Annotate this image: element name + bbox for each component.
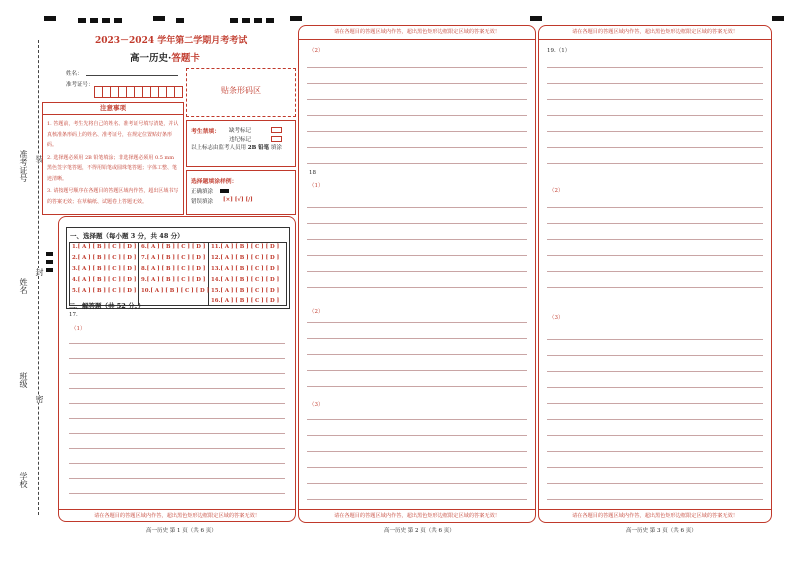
alignment-mark bbox=[266, 18, 274, 23]
alignment-mark bbox=[290, 16, 302, 21]
answer-panel-page1 bbox=[58, 216, 296, 522]
answer-line[interactable] bbox=[547, 339, 763, 340]
panel-warning: 请在各题目的答题区域内作答，超出黑色矩形边框限定区域的答案无效！ bbox=[539, 509, 771, 523]
answer-line[interactable] bbox=[307, 131, 527, 132]
choice-item[interactable]: 15.[ A ] [ B ] [ C ] [ D ] bbox=[211, 288, 280, 294]
status-box bbox=[186, 120, 296, 167]
answer-line[interactable] bbox=[547, 467, 763, 468]
choice-item[interactable]: 14.[ A ] [ B ] [ C ] [ D ] bbox=[211, 277, 280, 283]
alignment-mark bbox=[254, 18, 262, 23]
answer-line[interactable] bbox=[547, 83, 763, 84]
answer-line[interactable] bbox=[307, 322, 527, 323]
card-subtitle bbox=[130, 50, 200, 64]
choice-section bbox=[66, 227, 290, 309]
sample-wrong-label: 错误填涂 bbox=[191, 199, 214, 205]
subtitle-subject: 高一历史· bbox=[130, 53, 172, 64]
q19-part3-label: （3） bbox=[549, 315, 564, 321]
answer-line[interactable] bbox=[307, 435, 527, 436]
q18-label: 18 bbox=[309, 170, 316, 176]
alignment-mark bbox=[242, 18, 250, 23]
section1-title: 一、选择题（每小题 3 分，共 48 分） bbox=[70, 232, 184, 240]
notice-box bbox=[42, 102, 184, 215]
status-label: 考生禁填： bbox=[191, 129, 220, 135]
choice-item[interactable]: 11.[ A ] [ B ] [ C ] [ D ] bbox=[211, 244, 280, 250]
q17-part2-label: （2） bbox=[309, 48, 324, 54]
panel-warning: 请在各题目的答题区域内作答，超出黑色矩形边框限定区域的答案无效！ bbox=[539, 26, 771, 40]
seal-mark: 装 bbox=[35, 155, 44, 163]
answer-line[interactable] bbox=[547, 207, 763, 208]
answer-line[interactable] bbox=[307, 338, 527, 339]
notice-item: 1. 答题前，考生先将自己的姓名、准考证号填写清楚，并认真核准条形码上的姓名、准考证号，在规定位置贴好条形码。 bbox=[47, 121, 179, 148]
sample-correct-fill bbox=[220, 189, 229, 193]
answer-line[interactable] bbox=[547, 271, 763, 272]
answer-line[interactable] bbox=[547, 403, 763, 404]
answer-line[interactable] bbox=[307, 467, 527, 468]
choice-item[interactable]: 12.[ A ] [ B ] [ C ] [ D ] bbox=[211, 255, 280, 261]
answer-line[interactable] bbox=[547, 355, 763, 356]
panel-warning: 请在各题目的答题区域内作答，超出黑色矩形边框限定区域的答案无效！ bbox=[299, 26, 535, 40]
answer-line[interactable] bbox=[69, 403, 285, 404]
sample-correct-label: 正确填涂 bbox=[191, 189, 214, 195]
answer-line[interactable] bbox=[547, 499, 763, 500]
answer-line[interactable] bbox=[547, 131, 763, 132]
answer-line[interactable] bbox=[547, 255, 763, 256]
q19-part1-label: 19.（1） bbox=[547, 48, 571, 54]
id-boxes[interactable] bbox=[94, 86, 183, 98]
violation-mark-box[interactable] bbox=[271, 136, 282, 142]
subtitle-card: 答题卡 bbox=[171, 53, 200, 64]
choice-item[interactable]: 1.[ A ] [ B ] [ C ] [ D ] bbox=[72, 244, 137, 250]
answer-line[interactable] bbox=[547, 371, 763, 372]
answer-line[interactable] bbox=[547, 483, 763, 484]
answer-line[interactable] bbox=[307, 207, 527, 208]
alignment-mark bbox=[102, 18, 110, 23]
alignment-mark bbox=[153, 16, 165, 21]
answer-line[interactable] bbox=[69, 493, 285, 494]
answer-line[interactable] bbox=[307, 223, 527, 224]
answer-line[interactable] bbox=[307, 451, 527, 452]
footer-page3: 高一历史 第 3 页（共 6 页） bbox=[626, 528, 697, 534]
alignment-mark bbox=[90, 18, 98, 23]
answer-line[interactable] bbox=[547, 115, 763, 116]
sample-box bbox=[186, 170, 296, 215]
seal-mark: 封 bbox=[35, 268, 44, 276]
panel-warning: 请在各题目的答题区域内作答，超出黑色矩形边框限定区域的答案无效！ bbox=[59, 509, 295, 523]
choice-item[interactable]: 9.[ A ] [ B ] [ C ] [ D ] bbox=[141, 277, 206, 283]
q17-part1-label: （1） bbox=[71, 326, 86, 332]
q17-label: 17. bbox=[69, 312, 78, 318]
answer-line[interactable] bbox=[307, 483, 527, 484]
choice-item[interactable]: 3.[ A ] [ B ] [ C ] [ D ] bbox=[72, 266, 137, 272]
answer-line[interactable] bbox=[69, 418, 285, 419]
alignment-mark bbox=[78, 18, 86, 23]
choice-item[interactable]: 13.[ A ] [ B ] [ C ] [ D ] bbox=[211, 266, 280, 272]
alignment-mark bbox=[44, 16, 56, 21]
answer-line[interactable] bbox=[69, 433, 285, 434]
violation-mark-label: 违纪标记 bbox=[229, 137, 252, 143]
choice-item[interactable]: 2.[ A ] [ B ] [ C ] [ D ] bbox=[72, 255, 137, 261]
answer-line[interactable] bbox=[307, 67, 527, 68]
answer-line[interactable] bbox=[307, 370, 527, 371]
sample-title: 选择题填涂样例： bbox=[191, 179, 238, 185]
answer-line[interactable] bbox=[69, 388, 285, 389]
answer-line[interactable] bbox=[307, 419, 527, 420]
side-name-label: 姓名 bbox=[19, 278, 28, 294]
answer-line[interactable] bbox=[69, 448, 285, 449]
answer-line[interactable] bbox=[547, 387, 763, 388]
answer-line[interactable] bbox=[69, 463, 285, 464]
seal-mark: 密 bbox=[35, 395, 44, 403]
answer-line[interactable] bbox=[547, 147, 763, 148]
alignment-mark bbox=[46, 260, 53, 264]
answer-line[interactable] bbox=[307, 147, 527, 148]
choice-item[interactable]: 6.[ A ] [ B ] [ C ] [ D ] bbox=[141, 244, 206, 250]
name-label: 姓名： bbox=[66, 71, 83, 77]
side-id-label: 准考证号 bbox=[19, 150, 28, 182]
barcode-area bbox=[186, 68, 296, 117]
answer-line[interactable] bbox=[69, 358, 285, 359]
answer-line[interactable] bbox=[547, 223, 763, 224]
answer-line[interactable] bbox=[547, 163, 763, 164]
binding-line bbox=[38, 40, 39, 515]
alignment-mark bbox=[772, 16, 784, 21]
answer-line[interactable] bbox=[69, 478, 285, 479]
choice-item[interactable]: 7.[ A ] [ B ] [ C ] [ D ] bbox=[141, 255, 206, 261]
answer-line[interactable] bbox=[307, 354, 527, 355]
alignment-mark bbox=[176, 18, 184, 23]
alignment-mark bbox=[46, 268, 53, 272]
answer-line[interactable] bbox=[547, 67, 763, 68]
side-class-label: 班级 bbox=[19, 372, 28, 388]
alignment-mark bbox=[114, 18, 122, 23]
q18-part1-label: （1） bbox=[309, 183, 324, 189]
missing-mark-label: 缺考标记 bbox=[229, 128, 252, 134]
answer-line[interactable] bbox=[307, 115, 527, 116]
answer-line[interactable] bbox=[547, 239, 763, 240]
section2-title: 二、解答题（共 52 分。） bbox=[69, 302, 145, 310]
answer-panel-page2 bbox=[298, 25, 536, 523]
id-label: 准考证号： bbox=[66, 82, 94, 88]
status-note-b: 填涂 bbox=[270, 145, 282, 151]
alignment-mark bbox=[530, 16, 542, 21]
missing-mark-box[interactable] bbox=[271, 127, 282, 133]
notice-item: 3. 请按题号顺序在各题目的答题区域内作答，超出区域书写的答案无效；在草稿纸、试题卷上答题无效。 bbox=[47, 188, 179, 205]
answer-line[interactable] bbox=[307, 163, 527, 164]
answer-line[interactable] bbox=[547, 419, 763, 420]
choice-item[interactable]: 10.[ A ] [ B ] [ C ] [ D ] bbox=[141, 288, 210, 294]
choice-item[interactable]: 4.[ A ] [ B ] [ C ] [ D ] bbox=[72, 277, 137, 283]
side-school-label: 学校 bbox=[19, 472, 28, 488]
choice-item[interactable]: 16.[ A ] [ B ] [ C ] [ D ] bbox=[211, 298, 280, 304]
barcode-label: 贴条形码区 bbox=[221, 86, 261, 95]
notice-item: 2. 选择题必须用 2B 铅笔填涂；非选择题必须用 0.5 mm 黑色签字笔答题，不得用铅笔或圆珠笔答题；字体工整、笔迹清晰。 bbox=[47, 154, 178, 182]
answer-line[interactable] bbox=[307, 83, 527, 84]
answer-line[interactable] bbox=[307, 239, 527, 240]
q19-part2-label: （2） bbox=[549, 188, 564, 194]
status-note bbox=[191, 144, 293, 153]
status-note-a: 以上标志由监考人员用 bbox=[191, 145, 247, 151]
answer-line[interactable] bbox=[307, 287, 527, 288]
answer-line[interactable] bbox=[547, 435, 763, 436]
answer-line[interactable] bbox=[69, 373, 285, 374]
answer-line[interactable] bbox=[547, 287, 763, 288]
alignment-mark bbox=[46, 252, 53, 256]
name-underline[interactable] bbox=[86, 75, 178, 76]
choice-item[interactable]: 8.[ A ] [ B ] [ C ] [ D ] bbox=[141, 266, 206, 272]
panel-warning: 请在各题目的答题区域内作答，超出黑色矩形边框限定区域的答案无效！ bbox=[299, 509, 535, 523]
answer-panel-page3 bbox=[538, 25, 772, 523]
answer-line[interactable] bbox=[307, 499, 527, 500]
answer-line[interactable] bbox=[69, 343, 285, 344]
sample-wrong-marks: [×] [√] [/] bbox=[223, 197, 253, 203]
answer-line[interactable] bbox=[307, 255, 527, 256]
footer-page1: 高一历史 第 1 页（共 6 页） bbox=[146, 528, 217, 534]
exam-title: 2023－2024 学年第二学期月考考试 bbox=[95, 36, 248, 46]
answer-line[interactable] bbox=[547, 99, 763, 100]
alignment-mark bbox=[230, 18, 238, 23]
answer-line[interactable] bbox=[307, 99, 527, 100]
answer-line[interactable] bbox=[547, 451, 763, 452]
answer-line[interactable] bbox=[307, 271, 527, 272]
q18-part3-label: （3） bbox=[309, 402, 324, 408]
answer-line[interactable] bbox=[307, 386, 527, 387]
status-note-pencil: 2B 铅笔 bbox=[247, 145, 270, 151]
q18-part2-label: （2） bbox=[309, 309, 324, 315]
footer-page2: 高一历史 第 2 页（共 6 页） bbox=[384, 528, 455, 534]
notice-title: 注意事项 bbox=[43, 103, 183, 115]
choice-grid bbox=[69, 242, 287, 306]
choice-item[interactable]: 5.[ A ] [ B ] [ C ] [ D ] bbox=[72, 288, 137, 294]
